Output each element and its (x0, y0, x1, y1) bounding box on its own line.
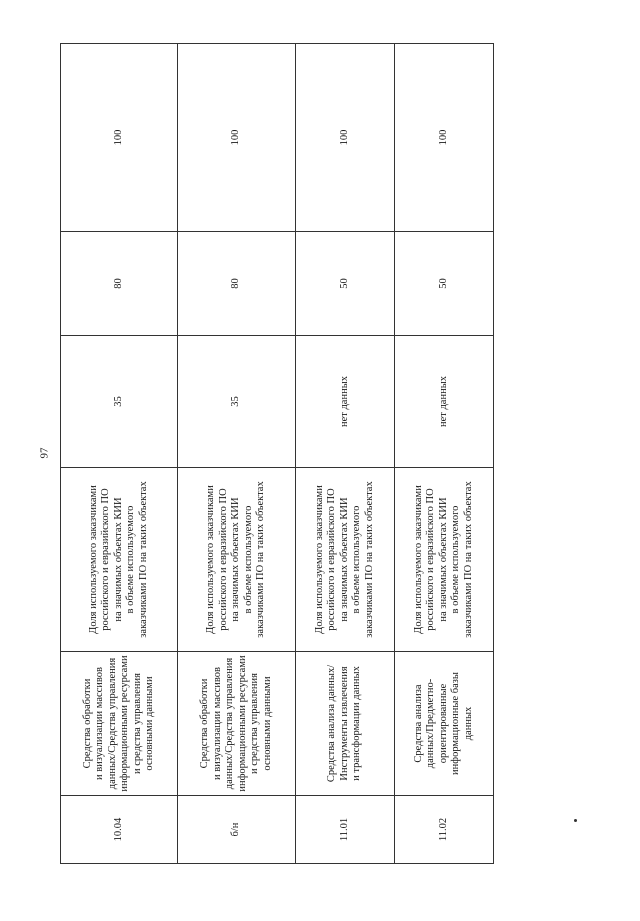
row-category: Средства обработки и визуализации массивов данных/Средства управления информационными ресурсами и средства управления основными данными (178, 652, 295, 796)
row-final-value: 100 (394, 44, 493, 232)
row-baseline-value: 35 (178, 336, 295, 468)
row-category: Средства анализа данных/Предметно- ориентированные информационные базы данных (394, 652, 493, 796)
row-category: Средства анализа данных/ Инструменты извлечения и трансформации данных (295, 652, 394, 796)
table-row (178, 44, 295, 864)
table-row (61, 44, 178, 864)
row-final-value: 100 (295, 44, 394, 232)
page-number: 97 (38, 447, 51, 459)
row-intermediate-value: 80 (61, 232, 178, 336)
row-code: б/н (178, 796, 295, 864)
row-final-value: 100 (61, 44, 178, 232)
row-baseline-value: нет данных (295, 336, 394, 468)
row-intermediate-value: 80 (178, 232, 295, 336)
row-code: 11.02 (394, 796, 493, 864)
table-row (295, 44, 394, 864)
row-final-value: 100 (178, 44, 295, 232)
row-intermediate-value: 50 (394, 232, 493, 336)
row-category: Средства обработки и визуализации массивов данных/Средства управления информационными ресурсами и средства управления основными данными (61, 652, 178, 796)
row-indicator: Доля используемого заказчиками российского и евразийского ПО на значимых объектах КИИ в объеме используемого заказчиками ПО на таких объектах (61, 468, 178, 652)
row-indicator: Доля используемого заказчиками российского и евразийского ПО на значимых объектах КИИ в объеме используемого заказчиками ПО на таких объектах (178, 468, 295, 652)
row-intermediate-value: 50 (295, 232, 394, 336)
table-container (60, 44, 494, 864)
table-row (394, 44, 493, 864)
rotated-table-frame (60, 44, 494, 864)
software-share-table (60, 43, 494, 864)
row-baseline-value: нет данных (394, 336, 493, 468)
row-code: 10.04 (61, 796, 178, 864)
row-indicator: Доля используемого заказчиками российского и евразийского ПО на значимых объектах КИИ в объеме используемого заказчиками ПО на таких объектах (295, 468, 394, 652)
row-code: 11.01 (295, 796, 394, 864)
row-indicator: Доля используемого заказчиками российского и евразийского ПО на значимых объектах КИИ в объеме используемого заказчиками ПО на таких объектах (394, 468, 493, 652)
scan-speck (574, 819, 577, 822)
row-baseline-value: 35 (61, 336, 178, 468)
